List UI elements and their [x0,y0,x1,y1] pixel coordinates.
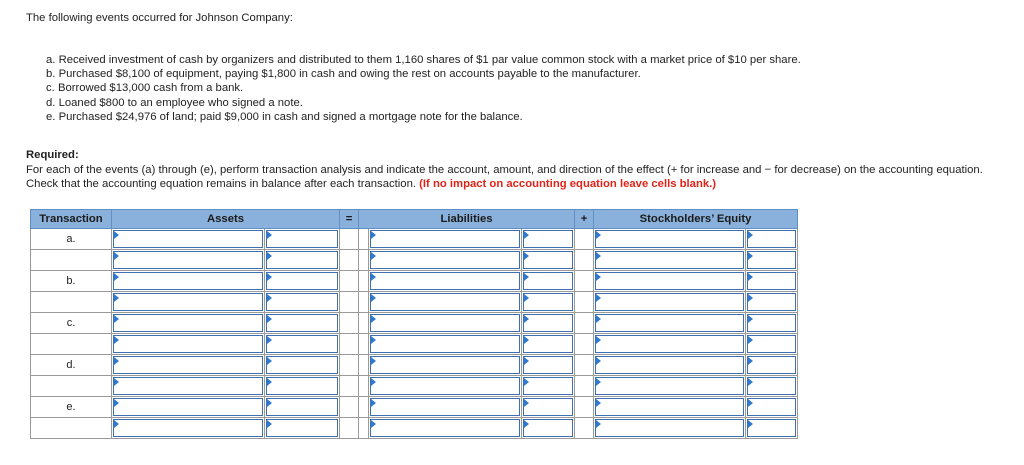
equity-amount-input[interactable] [747,398,796,416]
equity-amount-input[interactable] [747,230,796,248]
header-equity: Stockholders’ Equity [594,210,798,229]
liabilities-amount-input[interactable] [523,356,573,374]
table-cell [112,397,265,418]
equity-account-input[interactable] [595,251,744,269]
table-cell [522,334,575,355]
required-emphasis: (If no impact on accounting equation leave cells blank.) [419,178,717,190]
table-cell [746,292,798,313]
table-cell [746,376,798,397]
table-header-row [31,210,798,229]
table-cell [746,313,798,334]
gap-spacer [359,334,369,355]
table-row [31,271,798,292]
table-cell [522,271,575,292]
table-cell [112,271,265,292]
table-cell [594,334,746,355]
table-cell [746,334,798,355]
liabilities-account-input[interactable] [370,398,520,416]
assets-amount-input[interactable] [266,293,338,311]
table-cell [112,376,265,397]
equity-account-input[interactable] [595,272,744,290]
assets-amount-input[interactable] [266,377,338,395]
events-list [46,53,801,124]
table-cell [594,376,746,397]
liabilities-account-input[interactable] [370,419,520,437]
equity-account-input[interactable] [595,314,744,332]
intro-text: The following events occurred for Johnson Company: [26,12,293,24]
table-cell [265,334,340,355]
required-title: Required: [26,149,79,161]
table-cell [522,250,575,271]
equity-account-input[interactable] [595,398,744,416]
table-cell [522,418,575,439]
liabilities-amount-input[interactable] [523,230,573,248]
table-cell [746,271,798,292]
assets-account-input[interactable] [113,419,263,437]
assets-amount-input[interactable] [266,398,338,416]
equity-account-input[interactable] [595,230,744,248]
table-row [31,355,798,376]
assets-amount-input[interactable] [266,251,338,269]
liabilities-amount-input[interactable] [523,314,573,332]
transaction-label: c. [31,313,112,334]
equals-spacer [340,397,359,418]
assets-account-input[interactable] [113,230,263,248]
table-cell [594,229,746,250]
table-cell [369,397,522,418]
transaction-label-blank [31,292,112,313]
table-cell [522,376,575,397]
table-cell [746,355,798,376]
plus-spacer [575,292,594,313]
liabilities-account-input[interactable] [370,230,520,248]
assets-account-input[interactable] [113,335,263,353]
table-cell [112,355,265,376]
table-cell [522,397,575,418]
event-b: b. Purchased $8,100 of equipment, paying $1,800 in cash and owing the rest on accounts payable to the manufacturer. [46,68,641,81]
equals-spacer [340,355,359,376]
assets-account-input[interactable] [113,377,263,395]
liabilities-account-input[interactable] [370,335,520,353]
liabilities-amount-input[interactable] [523,251,573,269]
transaction-label: d. [31,355,112,376]
table-cell [265,355,340,376]
equals-spacer [340,229,359,250]
transaction-label-blank [31,250,112,271]
table-cell [594,271,746,292]
assets-amount-input[interactable] [266,419,338,437]
table-row [31,397,798,418]
event-e: e. Purchased $24,976 of land; paid $9,000 in cash and signed a mortgage note for the balance. [46,110,523,123]
assets-account-input[interactable] [113,356,263,374]
equity-amount-input[interactable] [747,356,796,374]
plus-spacer [575,271,594,292]
gap-spacer [359,250,369,271]
equals-spacer [340,376,359,397]
gap-spacer [359,292,369,313]
plus-spacer [575,229,594,250]
table-body [31,229,798,439]
table-cell [369,334,522,355]
event-c: c. Borrowed $13,000 cash from a bank. [46,82,244,95]
assets-account-input[interactable] [113,251,263,269]
equity-amount-input[interactable] [747,335,796,353]
table-cell [112,418,265,439]
table-cell [746,418,798,439]
equity-amount-input[interactable] [747,251,796,269]
table-cell [746,397,798,418]
equals-spacer [340,271,359,292]
table-cell [369,376,522,397]
header-transaction: Transaction [31,210,112,229]
table-row [31,418,798,439]
transaction-label-blank [31,376,112,397]
plus-spacer [575,355,594,376]
table-cell [369,271,522,292]
table-row [31,313,798,334]
gap-spacer [359,376,369,397]
liabilities-amount-input[interactable] [523,419,573,437]
table-cell [594,397,746,418]
equity-account-input[interactable] [595,377,744,395]
liabilities-account-input[interactable] [370,293,520,311]
table-cell [265,313,340,334]
plus-spacer [575,313,594,334]
table-cell [112,313,265,334]
table-cell [265,418,340,439]
table-cell [594,418,746,439]
table-row [31,376,798,397]
table-cell [522,292,575,313]
assets-account-input[interactable] [113,272,263,290]
table-cell [265,376,340,397]
assets-amount-input[interactable] [266,356,338,374]
table-cell [369,250,522,271]
plus-spacer [575,418,594,439]
table-cell [522,355,575,376]
plus-spacer [575,334,594,355]
accounting-equation-table [30,209,798,439]
equals-spacer [340,250,359,271]
transaction-label-blank [31,334,112,355]
equity-account-input[interactable] [595,293,744,311]
table-cell [522,229,575,250]
table-cell [522,313,575,334]
header-plus: + [575,210,594,229]
table-row [31,250,798,271]
plus-spacer [575,250,594,271]
transaction-label: b. [31,271,112,292]
liabilities-amount-input[interactable] [523,335,573,353]
table-cell [265,271,340,292]
equity-account-input[interactable] [595,335,744,353]
gap-spacer [359,313,369,334]
equity-account-input[interactable] [595,419,744,437]
gap-spacer [359,397,369,418]
equals-spacer [340,334,359,355]
equity-amount-input[interactable] [747,272,796,290]
table-cell [265,229,340,250]
liabilities-account-input[interactable] [370,314,520,332]
table-cell [746,229,798,250]
header-assets: Assets [112,210,340,229]
table-row [31,334,798,355]
table-cell [112,229,265,250]
liabilities-account-input[interactable] [370,251,520,269]
equity-account-input[interactable] [595,356,744,374]
table-cell [594,313,746,334]
event-d: d. Loaned $800 to an employee who signed a note. [46,96,303,109]
table-cell [112,250,265,271]
table-row [31,292,798,313]
assets-amount-input[interactable] [266,272,338,290]
liabilities-amount-input[interactable] [523,293,573,311]
equity-amount-input[interactable] [747,293,796,311]
transaction-label: e. [31,397,112,418]
liabilities-amount-input[interactable] [523,377,573,395]
assets-account-input[interactable] [113,314,263,332]
table-cell [112,292,265,313]
plus-spacer [575,376,594,397]
gap-spacer [359,418,369,439]
equity-amount-input[interactable] [747,419,796,437]
gap-spacer [359,271,369,292]
equals-spacer [340,292,359,313]
table-cell [265,292,340,313]
table-row [31,229,798,250]
table-cell [746,250,798,271]
table-cell [594,355,746,376]
table-cell [265,397,340,418]
gap-spacer [359,355,369,376]
liabilities-amount-input[interactable] [523,398,573,416]
header-equals: = [340,210,359,229]
table-cell [594,292,746,313]
assets-account-input[interactable] [113,398,263,416]
liabilities-account-input[interactable] [370,356,520,374]
table-cell [369,418,522,439]
assets-amount-input[interactable] [266,230,338,248]
table-cell [369,229,522,250]
table-cell [265,250,340,271]
table-cell [112,334,265,355]
assets-account-input[interactable] [113,293,263,311]
equals-spacer [340,313,359,334]
event-a: a. Received investment of cash by organizers and distributed to them 1,160 shares of $1 par value common stock with a market price of $10 per share. [46,54,801,66]
liabilities-account-input[interactable] [370,272,520,290]
header-liabilities: Liabilities [359,210,575,229]
transaction-label-blank [31,418,112,439]
plus-spacer [575,397,594,418]
equity-amount-input[interactable] [747,377,796,395]
assets-amount-input[interactable] [266,314,338,332]
liabilities-account-input[interactable] [370,377,520,395]
transaction-label: a. [31,229,112,250]
liabilities-amount-input[interactable] [523,272,573,290]
required-instructions: For each of the events (a) through (e), perform transaction analysis and indicate the account, amount, and direction of the effect (+ for increase and − for decrease) on the accounting equation. Check that the accounting equation remains in balance after each transaction. (If no impact on accounting equation leave cells blank.) [26,164,983,190]
assets-amount-input[interactable] [266,335,338,353]
gap-spacer [359,229,369,250]
table-cell [369,313,522,334]
equals-spacer [340,418,359,439]
table-cell [369,292,522,313]
equity-amount-input[interactable] [747,314,796,332]
table-cell [369,355,522,376]
table-cell [594,250,746,271]
